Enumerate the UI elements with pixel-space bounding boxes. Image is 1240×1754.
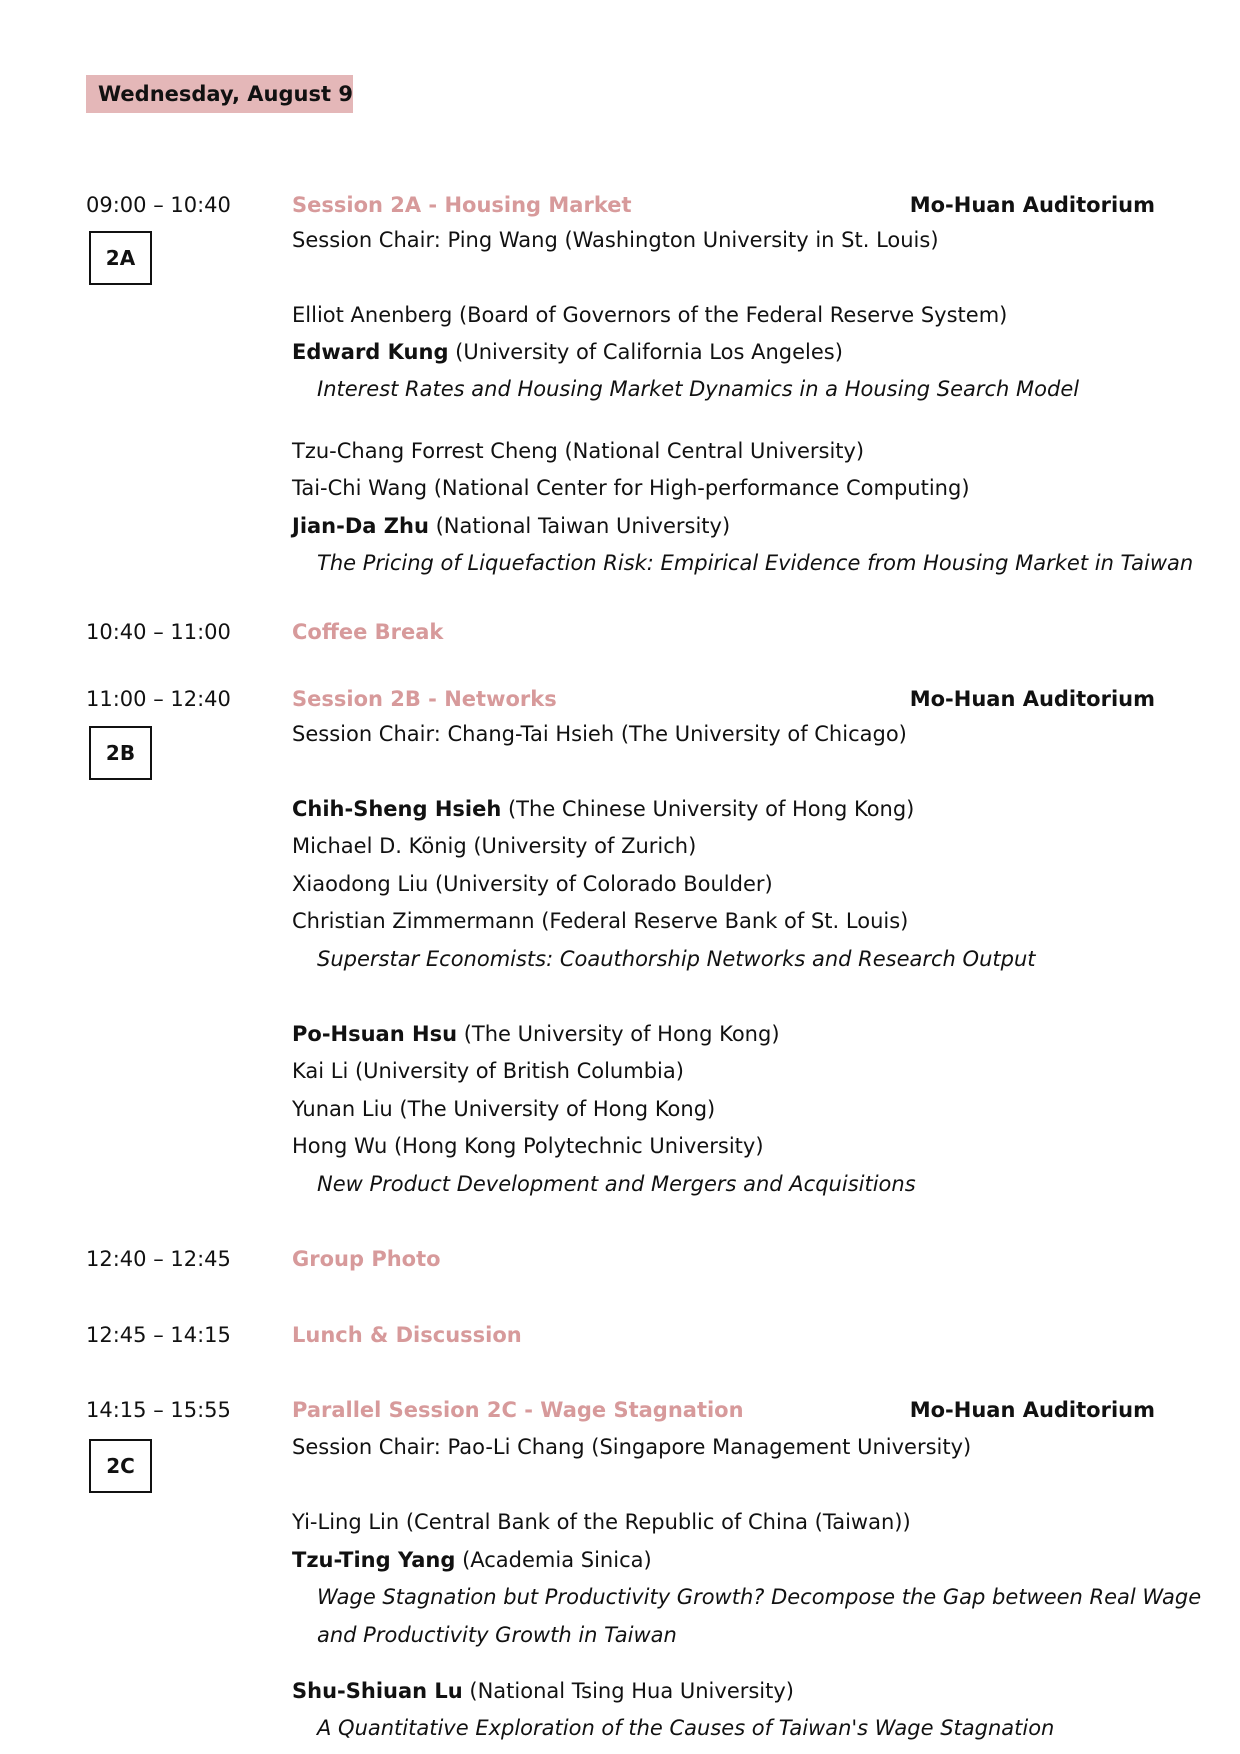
coffee-break-title: Coffee Break: [292, 620, 444, 644]
session-2a-title: Session 2A - Housing Market: [292, 193, 632, 217]
session-2c-paper2-author1: [292, 1677, 794, 1705]
session-2a-time: 09:00 – 10:40: [86, 193, 231, 217]
lunch-time: 12:45 – 14:15: [86, 1323, 231, 1347]
session-2b-tag: 2B: [89, 726, 152, 780]
session-2b-time: 11:00 – 12:40: [86, 687, 231, 711]
presenter-name: Shu-Shiuan Lu: [292, 1679, 463, 1703]
day-header-label: Wednesday, August 9: [98, 82, 353, 106]
day-header: [86, 75, 353, 113]
session-2c-paper1-title-line1: Wage Stagnation but Productivity Growth? Decompose the Gap between Real Wage: [317, 1585, 1202, 1609]
group-photo-title: Group Photo: [292, 1247, 441, 1271]
session-2a-paper2-author2: Tai-Chi Wang (National Center for High-performance Computing): [292, 476, 970, 500]
session-2c-paper1-author2: [292, 1546, 652, 1574]
session-2a-tag: 2A: [89, 231, 152, 285]
presenter-affiliation: (National Tsing Hua University): [462, 1679, 794, 1703]
session-2a-paper1-author1: Elliot Anenberg (Board of Governors of the Federal Reserve System): [292, 303, 1008, 327]
presenter-affiliation: (The Chinese University of Hong Kong): [501, 797, 915, 821]
session-2c-title: Parallel Session 2C - Wage Stagnation: [292, 1398, 744, 1422]
group-photo-time: 12:40 – 12:45: [86, 1247, 231, 1271]
session-2c-tag: 2C: [89, 1439, 152, 1493]
session-2a-paper1-author2: [292, 338, 843, 366]
session-2b-paper2-title: New Product Development and Mergers and Acquisitions: [317, 1172, 916, 1196]
session-2b-paper2-author4: Hong Wu (Hong Kong Polytechnic University): [292, 1134, 764, 1158]
session-2a-room: Mo-Huan Auditorium: [909, 193, 1155, 217]
session-2c-paper1-title-line2: and Productivity Growth in Taiwan: [317, 1623, 677, 1647]
session-2b-paper2-author3: Yunan Liu (The University of Hong Kong): [292, 1097, 716, 1121]
session-2a-paper2-author1: Tzu-Chang Forrest Cheng (National Central University): [292, 439, 865, 463]
session-2b-chair: Session Chair: Chang-Tai Hsieh (The University of Chicago): [292, 722, 907, 746]
presenter-name: Edward Kung: [292, 340, 449, 364]
session-2a-chair: Session Chair: Ping Wang (Washington University in St. Louis): [292, 228, 939, 252]
session-2c-time: 14:15 – 15:55: [86, 1398, 231, 1422]
presenter-affiliation: (University of California Los Angeles): [448, 340, 843, 364]
presenter-affiliation: (Academia Sinica): [455, 1548, 652, 1572]
session-2b-paper2-author2: Kai Li (University of British Columbia): [292, 1059, 684, 1083]
coffee-break-time: 10:40 – 11:00: [86, 620, 231, 644]
session-2c-paper2-title: A Quantitative Exploration of the Causes of Taiwan's Wage Stagnation: [317, 1716, 1055, 1740]
session-2a-paper2-title: The Pricing of Liquefaction Risk: Empirical Evidence from Housing Market in Taiwan: [317, 551, 1194, 575]
session-2b-paper2-author1: [292, 1020, 780, 1048]
session-2c-paper1-author1: Yi-Ling Lin (Central Bank of the Republic of China (Taiwan)): [292, 1510, 911, 1534]
session-2b-title: Session 2B - Networks: [292, 687, 557, 711]
session-2b-paper1-title: Superstar Economists: Coauthorship Networks and Research Output: [317, 947, 1036, 971]
session-2c-room: Mo-Huan Auditorium: [909, 1398, 1155, 1422]
session-2a-paper2-author3: [292, 512, 730, 540]
presenter-name: Chih-Sheng Hsieh: [292, 797, 502, 821]
presenter-name: Po-Hsuan Hsu: [292, 1022, 458, 1046]
session-2b-paper1-author1: [292, 795, 914, 823]
presenter-affiliation: (The University of Hong Kong): [457, 1022, 780, 1046]
presenter-name: Jian-Da Zhu: [292, 514, 429, 538]
session-2b-room: Mo-Huan Auditorium: [909, 687, 1155, 711]
session-2c-chair: Session Chair: Pao-Li Chang (Singapore Management University): [292, 1435, 972, 1459]
presenter-affiliation: (National Taiwan University): [428, 514, 731, 538]
lunch-title: Lunch & Discussion: [292, 1323, 522, 1347]
session-2a-paper1-title: Interest Rates and Housing Market Dynamics in a Housing Search Model: [317, 377, 1080, 401]
presenter-name: Tzu-Ting Yang: [292, 1548, 456, 1572]
session-2b-paper1-author3: Xiaodong Liu (University of Colorado Boulder): [292, 872, 773, 896]
session-2b-paper1-author2: Michael D. König (University of Zurich): [292, 834, 697, 858]
session-2b-paper1-author4: Christian Zimmermann (Federal Reserve Bank of St. Louis): [292, 909, 909, 933]
